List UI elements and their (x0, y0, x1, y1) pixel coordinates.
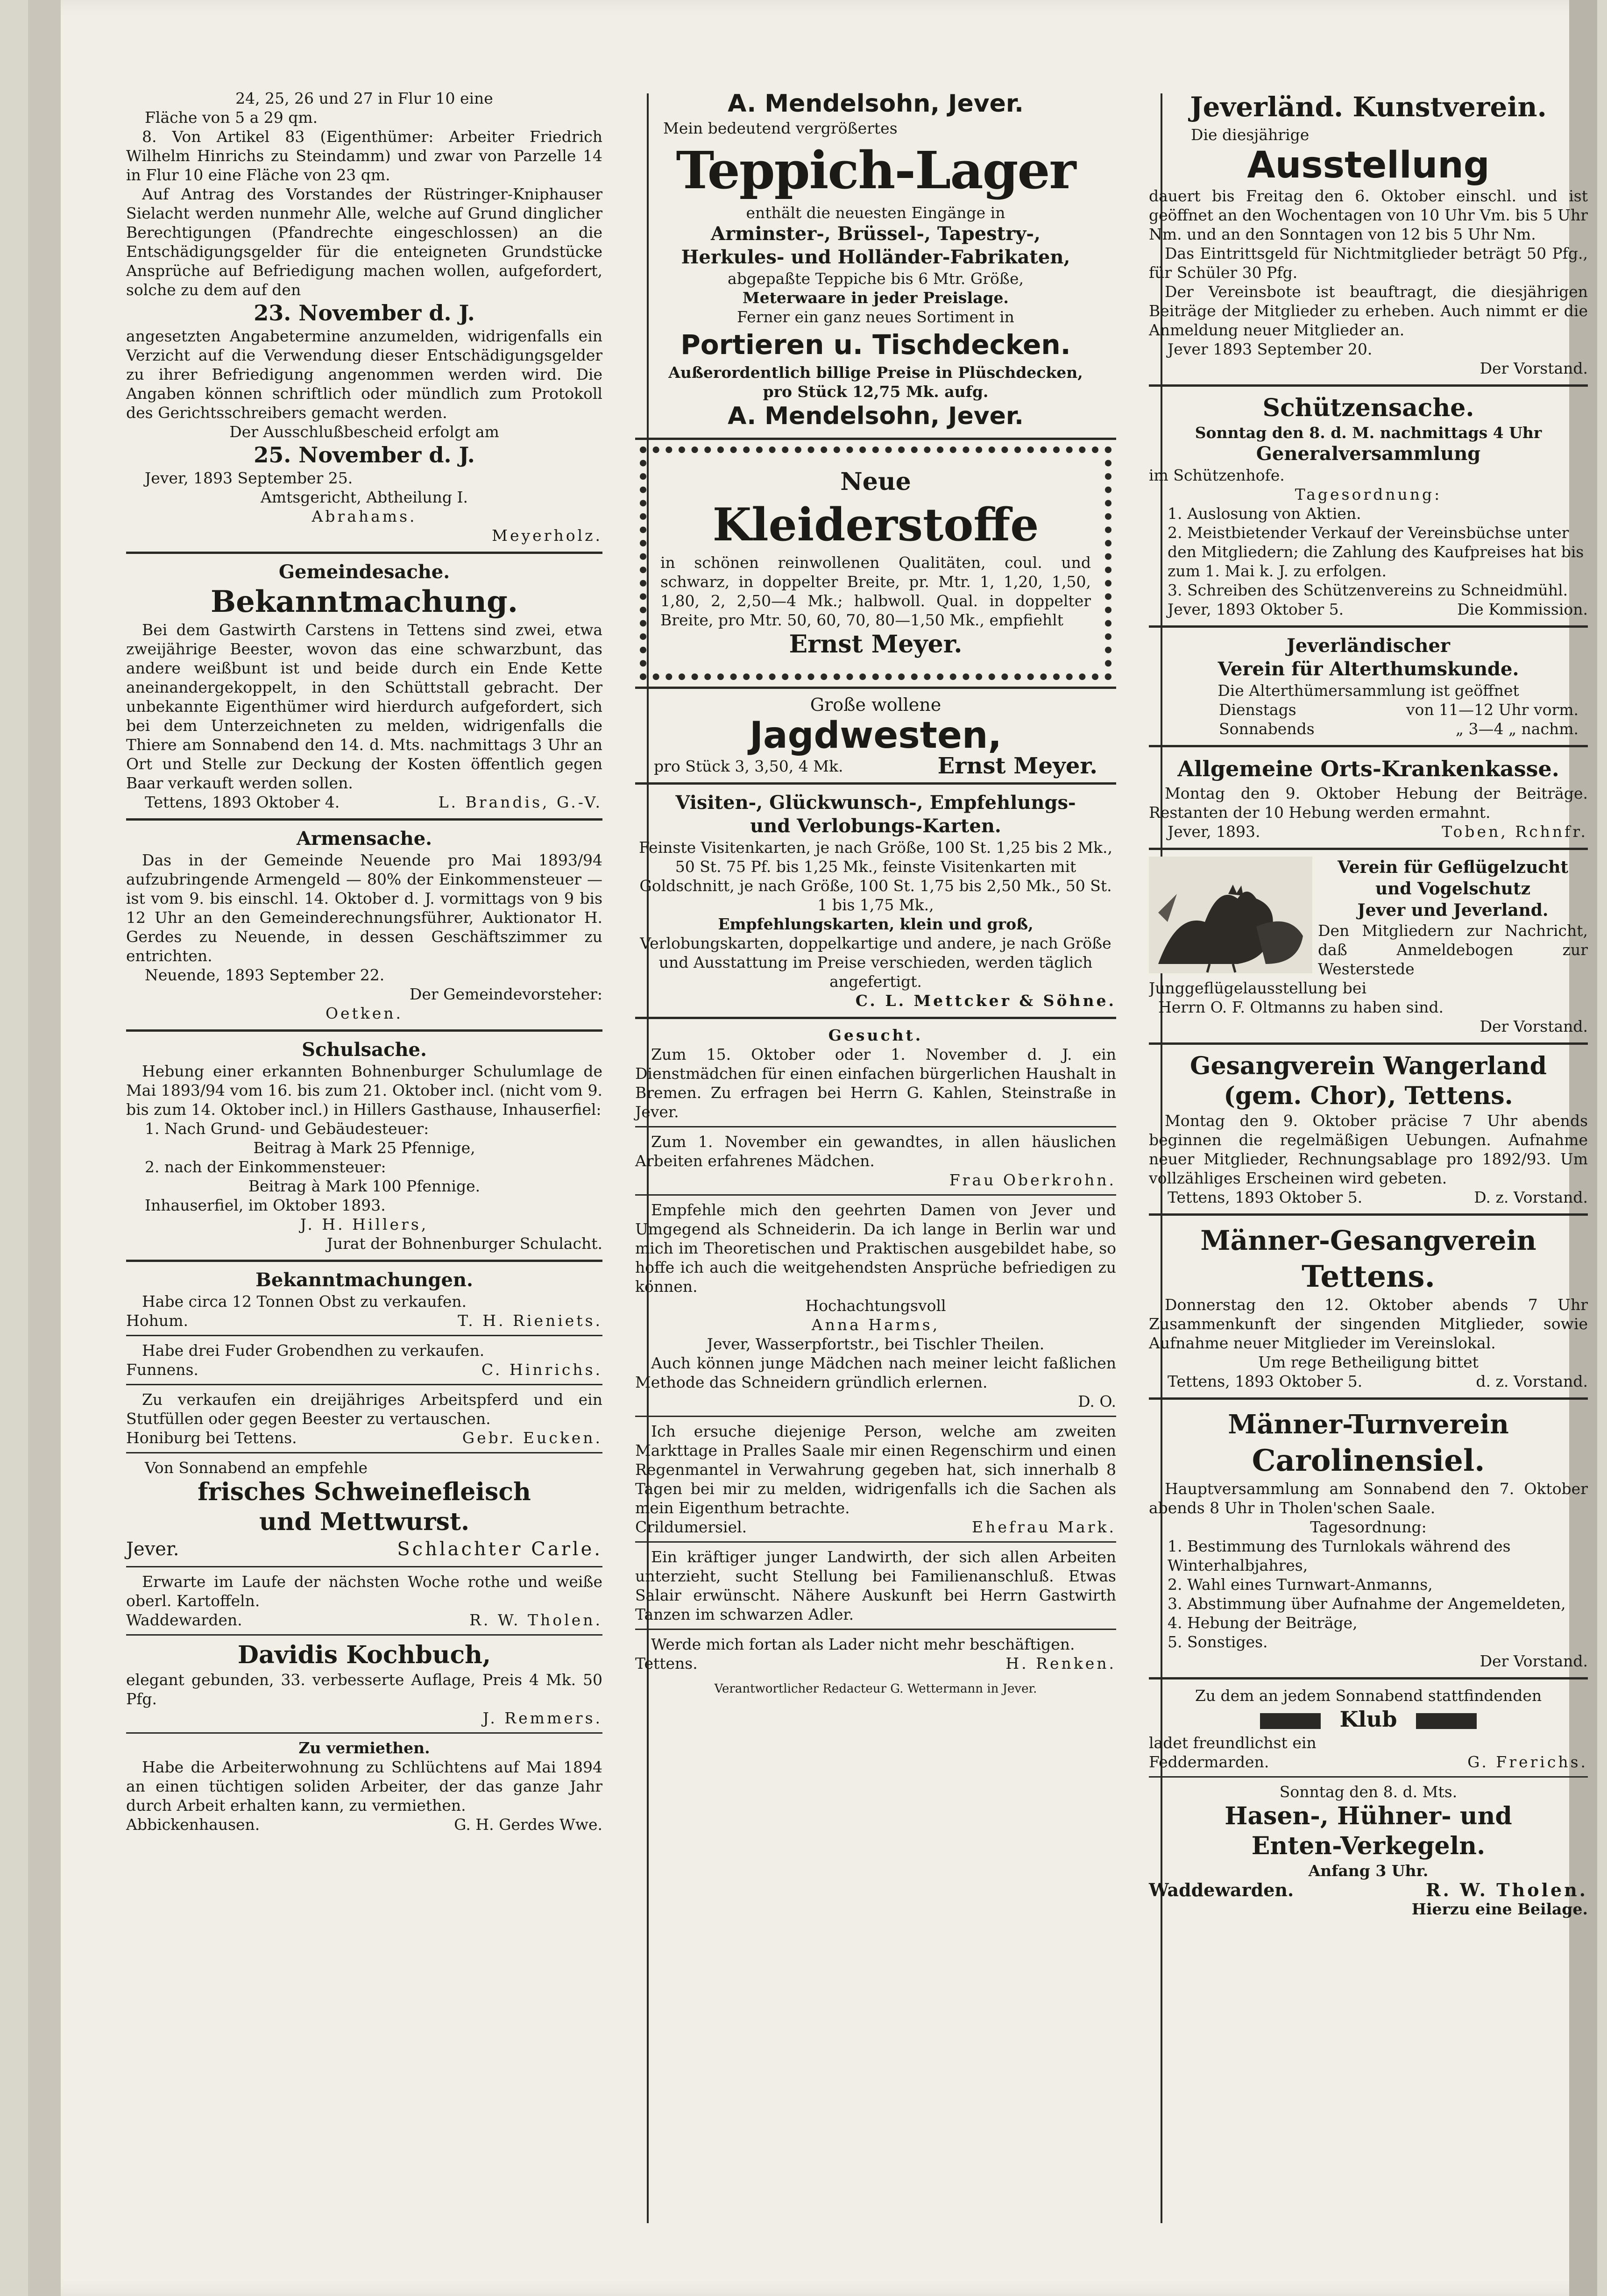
text-line: Die Alterthümersammlung ist geöffnet (1218, 681, 1519, 700)
signature-row (635, 1654, 1116, 1673)
signature: L. Brandis, G.-V. (438, 793, 602, 811)
signature-row (1149, 1752, 1588, 1772)
divider (1149, 1042, 1588, 1045)
text-line: Um rege Betheiligung bittet (1258, 1353, 1479, 1371)
list-item: 3. Abstimmung über Aufnahme der Angemeldeten, (1168, 1594, 1566, 1613)
text-line: Von Sonnabend an empfehle (145, 1459, 368, 1477)
divider (1149, 745, 1588, 747)
place-date: Tettens, 1893 Oktober 4. (145, 793, 340, 811)
paragraph: Erwarte im Laufe der nächsten Woche rothe und weiße oberl. Kartoffeln. (126, 1573, 602, 1610)
divider (1149, 1776, 1588, 1778)
signature: Schlachter Carle. (397, 1538, 602, 1560)
paragraph: angesetzten Angabetermine anzumelden, widrigenfalls ein Verzicht auf die Verwendung dieser Entschädigungsgelder zu ihrer Befriedigung angenommen werden wird. Die Angaben können schriftlich oder mündlich zum Protokoll des Gerichtsschreibers gemacht werden. (126, 327, 602, 422)
ad-headline: Kleiderstoffe (712, 498, 1039, 551)
signature: G. Frerichs. (1467, 1753, 1588, 1771)
divider (126, 1335, 602, 1336)
signature: G. H. Gerdes Wwe. (454, 1815, 602, 1834)
signature: Meyerholz. (492, 526, 602, 545)
signature-row (126, 1428, 602, 1447)
text-line: abgepaßte Teppiche bis 6 Mtr. Größe, (728, 269, 1024, 288)
divider (1149, 1677, 1588, 1679)
text-line: Außerordentlich billige Preise in Plüschdecken, (668, 363, 1083, 382)
weekday: Dienstags (1219, 701, 1296, 719)
paragraph: Hauptversammlung am Sonnabend den 7. Oktober abends 8 Uhr in Tholen'schen Saale. (1149, 1480, 1588, 1517)
date-heading: 23. November d. J. (254, 300, 475, 326)
place: Crildumersiel. (635, 1518, 747, 1536)
paragraph: Ein kräftiger junger Landwirth, der sich allen Arbeiten unterzieht, sucht Stellung bei Familienanschluß. Etwas Salair erwünscht. Nähere Auskunft bei Herrn Gastwirth Tanzen im schwarzen Adler. (635, 1548, 1116, 1623)
divider (126, 552, 602, 554)
text-line: 24, 25, 26 und 27 in Flur 10 eine (235, 89, 493, 107)
signature: Ehefrau Mark. (971, 1518, 1116, 1536)
signature-row (126, 1311, 602, 1330)
section-title: Bekanntmachungen. (255, 1269, 473, 1291)
divider (126, 1384, 602, 1385)
role: Jurat der Bohnenburger Schulacht. (326, 1234, 602, 1253)
ad-headline: Bekanntmachung. (210, 584, 518, 619)
place: Tettens. (635, 1654, 698, 1672)
ad-headline: (gem. Chor), Tettens. (1224, 1082, 1513, 1110)
weekday: Sonnabends (1219, 720, 1315, 738)
divider (126, 818, 602, 821)
text-line: Fläche von 5 a 29 qm. (145, 108, 318, 127)
firm-name: A. Mendelsohn, Jever. (728, 402, 1024, 430)
signature-row (126, 1610, 602, 1630)
divider (635, 1629, 1116, 1630)
signature: D. O. (1078, 1392, 1116, 1410)
place: Hohum. (126, 1311, 188, 1330)
divider (635, 1194, 1116, 1196)
paragraph: Donnerstag den 12. Oktober abends 7 Uhr Zusammenkunft der singenden Mitglieder, sowie Aufnahme neuer Mitglieder im Vereinslokal. (1149, 1296, 1588, 1352)
list-item: 5. Sonstiges. (1168, 1633, 1268, 1651)
pointing-hand-icon (1416, 1713, 1477, 1729)
text-line: Die diesjährige (1191, 126, 1310, 144)
pointing-hand-icon (1260, 1713, 1321, 1729)
signature: d. z. Vorstand. (1476, 1372, 1588, 1390)
divider (126, 1732, 602, 1734)
list-item: Beitrag à Mark 25 Pfennige, (253, 1139, 475, 1157)
list-item: 1. Bestimmung des Turnlokals während des Winterhalbjahres, (1168, 1537, 1511, 1574)
paragraph: in schönen reinwollenen Qualitäten, coul. und schwarz, in doppelter Breite, pr. Mtr. 1, 1,20, 1,50, 1,80, 2, 2,50—4 Mk.; halbwoll. Qual. in doppelter Breite, pro Mtr. 50, 60, 70, 80—1,50 Mk., empfiehlt (660, 553, 1091, 629)
list-item: 2. nach der Einkommensteuer: (145, 1158, 386, 1176)
column-right (1149, 89, 1588, 1919)
column-middle (635, 89, 1116, 1699)
text-line: im Schützenhofe. (1149, 466, 1285, 484)
divider (635, 1541, 1116, 1543)
divider (1149, 625, 1588, 628)
firm-name: A. Mendelsohn, Jever. (728, 90, 1024, 118)
signature: C. Hinrichs. (481, 1361, 602, 1379)
paragraph: Habe circa 12 Tonnen Obst zu verkaufen. (142, 1292, 467, 1311)
section-title: Zu vermiethen. (298, 1739, 430, 1757)
divider (1149, 384, 1588, 387)
signature-row (635, 1517, 1116, 1537)
paragraph: Das in der Gemeinde Neuende pro Mai 1893/94 aufzubringende Armengeld — 80% der Einkommensteuer — ist vom 9. bis einschl. 14. Oktober d. J. vormittags von 9 bis 12 Uhr an den Gemeinderechnungsführer, Auktionator H. Gerdes zu Neuende, in dessen Geschäftszimmer zu entrichten. (126, 851, 602, 965)
paragraph: Zu verkaufen ein dreijähriges Arbeitspferd und ein Stutfüllen oder gegen Beester zu vertauschen. (126, 1390, 602, 1428)
place-date: Tettens, 1893 Oktober 5. (1168, 1188, 1363, 1206)
divider (126, 1634, 602, 1636)
ad-headline: Männer-Turnverein (1228, 1409, 1509, 1440)
ad-headline: Männer-Gesangverein (1200, 1225, 1536, 1256)
signature-row (126, 793, 602, 812)
text-line: Mein bedeutend vergrößertes (663, 119, 898, 137)
text-line: Zu dem an jedem Sonnabend stattfindenden (1195, 1687, 1542, 1705)
list-item: 4. Hebung der Beiträge, (1168, 1614, 1358, 1632)
paragraph: 8. Von Artikel 83 (Eigenthümer: Arbeiter Friedrich Wilhelm Hinrichs zu Steindamm) und zwar von Parzelle 14 in Flur 10 eine Fläche von 23 qm. (126, 128, 602, 184)
paragraph: elegant gebunden, 33. verbesserte Auflage, Preis 4 Mk. 50 Pfg. (126, 1671, 602, 1708)
paragraph: Auf Antrag des Vorstandes der Rüstringer-Kniphauser Sielacht werden nunmehr Alle, welche auf Grund dinglicher Berechtigungen (Pfandrechte eingeschlossen) an die Entschädigungsgelder für die enteigneten Grundstücke Ansprüche auf Befriedigung machen wollen, aufgefordert, solche zu dem auf den (126, 185, 602, 299)
text-line: Tagesordnung: (1295, 485, 1442, 503)
divider (1149, 848, 1588, 850)
signature-row (126, 1537, 602, 1561)
ad-subheadline: Herkules- und Holländer-Fabrikaten, (681, 246, 1070, 268)
signature-row (126, 1815, 602, 1834)
place-date: Jever, 1893 September 25. (145, 469, 353, 487)
place: Waddewarden. (126, 1611, 242, 1629)
section-title: Schulsache. (302, 1039, 427, 1061)
text-line: Anfang 3 Uhr. (1308, 1862, 1429, 1880)
signature: Anna Harms, (811, 1316, 940, 1334)
text-line: ladet freundlichst ein (1149, 1734, 1317, 1752)
list-item: 1. Auslosung von Aktien. (1168, 504, 1361, 523)
place: Funnens. (126, 1361, 198, 1379)
place: Feddermarden. (1149, 1753, 1269, 1771)
divider (1149, 1397, 1588, 1400)
column-left (126, 89, 602, 1834)
list-item: 3. Schreiben des Schützenvereins zu Schneidmühl. (1168, 581, 1568, 599)
ad-headline: und Verlobungs-Karten. (750, 815, 1001, 837)
text-line: Meterwaare in jeder Preislage. (743, 289, 1009, 307)
place: Abbickenhausen. (126, 1815, 260, 1834)
list-item: 1. Nach Grund- und Gebäudesteuer: (145, 1120, 429, 1138)
paragraph: Habe die Arbeiterwohnung zu Schlüchtens auf Mai 1894 an einen tüchtigen soliden Arbeiter, der das ganze Jahr durch Arbeit erhalten kann, zu vermiethen. (126, 1758, 602, 1814)
ad-headline: frisches Schweinefleisch (198, 1478, 531, 1506)
paragraph: Hebung einer erkannten Bohnenburger Schulumlage de Mai 1893/94 vom 16. bis zum 21. Oktober incl. (nicht vom 9. bis zum 14. Oktober incl.) in Hillers Gasthause, Inhauserfiel: (126, 1062, 602, 1119)
ad-subheadline: Neue (840, 468, 911, 496)
divider (126, 1566, 602, 1567)
signature: T. H. Rieniets. (458, 1311, 602, 1330)
klub-line (1149, 1705, 1588, 1733)
text-line: Tagesordnung: (1310, 1518, 1427, 1536)
signature-row (1149, 600, 1588, 619)
hours: „ 3—4 „ nachm. (1455, 720, 1579, 738)
place: Waddewarden. (1149, 1879, 1294, 1900)
divider (1149, 1213, 1588, 1216)
ad-headline: und Mettwurst. (259, 1508, 470, 1536)
ad-headline: Allgemeine Orts-Krankenkasse. (1177, 756, 1559, 781)
place-date: Jever, 1893. (1168, 822, 1260, 841)
firm-name: Ernst Meyer. (937, 753, 1097, 779)
ad-headline: Tettens. (1302, 1259, 1435, 1294)
section-title: Gesucht. (828, 1026, 923, 1044)
paragraph: Feinste Visitenkarten, je nach Größe, 100 St. 1,25 bis 2 Mk., 50 St. 75 Pf. bis 1,25 Mk., feinste Visitenkarten mit Goldschnitt, je nach Größe, 100 St. 1,75 bis 2,50 Mk., 50 St. 1 bis 1,75 Mk., (638, 838, 1113, 914)
section-title: Armensache. (296, 828, 432, 850)
text-line: enthält die neuesten Eingänge in (746, 204, 1005, 222)
ad-headline: Jever und Jeverland. (1357, 900, 1549, 920)
paragraph: Bei dem Gastwirth Carstens in Tettens sind zwei, etwa zweijährige Beester, wovon das eine schwarzbunt, das andere weißbunt ist und beide durch ein Ende Kette aneinandergekoppelt, in den Schüttstall gebracht. Der unbekannte Eigenthümer wird hierdurch aufgefordert, sich bei dem Unterzeichneten zu melden, widrigenfalls die Thiere am Sonnabend den 14. d. Mts. nachmittags 3 Uhr an Ort und Stelle zur Deckung der Kosten öffentlich gegen Baar verkauft werden sollen. (126, 621, 602, 792)
ad-headline: Carolinensiel. (1252, 1443, 1485, 1478)
place-date: Jever 1893 September 20. (1168, 340, 1373, 358)
signature-row (1149, 1188, 1588, 1207)
paragraph: Das Eintrittsgeld für Nichtmitglieder beträgt 50 Pfg., für Schüler 30 Pfg. (1149, 244, 1588, 282)
text-line: Hochachtungsvoll (805, 1297, 946, 1315)
paragraph: Verlobungskarten, doppelkartige und andere, je nach Größe und Ausstattung im Preise verschieden, werden täglich angefertigt. (640, 934, 1111, 991)
divider (635, 1017, 1116, 1019)
text-line: pro Stück 12,75 Mk. aufg. (763, 383, 989, 401)
place: Honiburg bei Tettens. (126, 1429, 297, 1447)
date-heading: 25. November d. J. (254, 442, 475, 468)
hours-row (1149, 719, 1588, 738)
ad-headline: Jeverländischer (1287, 635, 1450, 657)
paragraph: Der Vereinsbote ist beauftragt, die diesjährigen Beiträge der Mitglieder zu erheben. Auch nimmt er die Anmeldung neuer Mitglieder an. (1149, 283, 1588, 339)
ad-headline: Schützensache. (1262, 394, 1474, 422)
signature: J. Remmers. (482, 1709, 602, 1727)
divider (635, 687, 1116, 689)
signature: Gebr. Eucken. (462, 1429, 602, 1447)
signature: R. W. Tholen. (469, 1611, 602, 1629)
price: pro Stück 3, 3,50, 4 Mk. (654, 757, 843, 775)
text-line: Empfehlungskarten, klein und groß, (718, 915, 1034, 933)
signature: H. Renken. (1005, 1654, 1116, 1672)
paragraph: Zum 15. Oktober oder 1. November d. J. ein Dienstmädchen für einen einfachen bürgerlichen Haushalt in Bremen. Zu erfragen bei Herrn G. Kahlen, Steinstraße in Jever. (635, 1045, 1116, 1121)
place-date: Neuende, 1893 September 22. (145, 966, 385, 984)
paragraph: Montag den 9. Oktober präcise 7 Uhr abends beginnen die regelmäßigen Uebungen. Aufnahme neuer Mitglieder, Rechnungsablage pro 1892/93. Um vollzähliges Erscheinen wird gebeten. (1149, 1112, 1588, 1187)
ad-headline: Ausstellung (1247, 144, 1490, 186)
text-line: Ferner ein ganz neues Sortiment in (737, 308, 1014, 326)
divider (635, 1416, 1116, 1417)
signature-row (1149, 1372, 1588, 1391)
paragraph: Zum 1. November ein gewandtes, in allen häuslichen Arbeiten erfahrenes Mädchen. (635, 1133, 1116, 1170)
klub-label: Klub (1339, 1707, 1397, 1732)
signature: J. H. Hillers, (300, 1215, 429, 1233)
signature: D. z. Vorstand. (1474, 1188, 1588, 1206)
paragraph: Habe drei Fuder Grobendhen zu verkaufen. (142, 1341, 485, 1360)
firm-name: Ernst Meyer. (789, 630, 963, 659)
ornamental-frame (640, 446, 1111, 680)
rooster-illustration (1149, 857, 1312, 973)
hours: von 11—12 Uhr vorm. (1406, 701, 1579, 719)
signature-row (126, 1360, 602, 1379)
hours-row (1149, 700, 1588, 719)
page-binding (28, 0, 61, 2296)
signature: Der Vorstand. (1480, 1652, 1588, 1670)
ad-headline: Gesangverein Wangerland (1190, 1052, 1547, 1080)
ad-subheadline: Arminster-, Brüssel-, Tapestry-, (711, 223, 1041, 245)
signature: R. W. Tholen. (1426, 1879, 1588, 1900)
divider (635, 438, 1116, 440)
list-item: 2. Meistbietender Verkauf der Vereinsbüchse unter den Mitgliedern; die Zahlung des Kaufpreises hat bis zum 1. Mai k. J. zu erfolgen. (1168, 524, 1584, 580)
paragraph: dauert bis Freitag den 6. Oktober einschl. und ist geöffnet an den Wochentagen von 10 Uhr Vm. bis 5 Uhr Nm. und an den Sonntagen von 12 bis 5 Uhr Nm. (1149, 187, 1588, 243)
signature: Die Kommission. (1457, 600, 1588, 618)
signature: Abrahams. (311, 507, 417, 525)
place-date: Jever, 1893 Oktober 5. (1168, 600, 1344, 618)
poultry-ad (1149, 857, 1588, 998)
divider (126, 1029, 602, 1032)
signature-row (1149, 822, 1588, 841)
text-line: Große wollene (810, 694, 942, 715)
address: Jever, Wasserpfortstr., bei Tischler Theilen. (707, 1335, 1045, 1353)
signature: Der Vorstand. (1480, 359, 1588, 377)
ad-headline: Hasen-, Hühner- und (1225, 1802, 1512, 1830)
paragraph: Ich ersuche diejenige Person, welche am zweiten Markttage in Pralles Saale mir einen Regenschirm und einen Regenmantel in Verwahrung gegeben hat, sich innerhalb 8 Tagen bei mir zu melden, widrigenfalls ich die Sachen als mein Eigenthum betrachte. (635, 1422, 1116, 1517)
ad-headline: Verein für Alterthumskunde. (1218, 658, 1519, 680)
ad-headline: Enten-Verkegeln. (1251, 1832, 1486, 1860)
signature: Der Vorstand. (1480, 1017, 1588, 1035)
text-line: Herrn O. F. Oltmanns zu haben sind. (1158, 998, 1444, 1016)
imprint: Verantwortlicher Redacteur G. Wettermann in Jever. (714, 1682, 1037, 1696)
paragraph: Den Mitgliedern zur Nachricht, daß Anmeldebogen zur Westerstede Junggeflügelausstellung bei (1149, 921, 1588, 997)
court-name: Amtsgericht, Abtheilung I. (260, 488, 468, 506)
ad-subheadline: Generalversammlung (1256, 443, 1481, 465)
price-row (635, 753, 1116, 779)
ad-headline: Portieren u. Tischdecken. (680, 329, 1071, 361)
signature: Frau Oberkrohn. (949, 1171, 1116, 1189)
list-item: Beitrag à Mark 100 Pfennige. (248, 1177, 481, 1195)
divider (635, 782, 1116, 785)
section-title: Gemeindesache. (278, 561, 450, 583)
signature: Oetken. (325, 1004, 404, 1022)
role: Der Gemeindevorsteher: (409, 985, 602, 1003)
ad-headline: Verein für Geflügelzucht (1337, 857, 1569, 877)
signature: Toben, Rchnfr. (1442, 822, 1588, 841)
place-date: Tettens, 1893 Oktober 5. (1168, 1372, 1363, 1390)
divider (635, 1126, 1116, 1127)
text-line: Der Ausschlußbescheid erfolgt am (229, 423, 499, 441)
paragraph: Auch können junge Mädchen nach meiner leicht faßlichen Methode das Schneidern gründlich erlernen. (635, 1354, 1116, 1391)
ad-headline: Davidis Kochbuch, (237, 1641, 491, 1669)
divider (126, 1452, 602, 1453)
place-date: Inhauserfiel, im Oktober 1893. (145, 1196, 386, 1214)
divider (126, 1260, 602, 1262)
paragraph: Werde mich fortan als Lader nicht mehr beschäftigen. (651, 1635, 1075, 1653)
ad-headline: Teppich-Lager (676, 140, 1076, 200)
ad-headline: und Vogelschutz (1375, 879, 1531, 899)
ad-headline: Jagdwesten, (749, 715, 1002, 757)
list-item: 2. Wahl eines Turnwart-Anmanns, (1168, 1575, 1433, 1594)
paragraph: Montag den 9. Oktober Hebung der Beiträge. Restanten der 10 Hebung werden ermahnt. (1149, 784, 1588, 822)
ad-headline: Visiten-, Glückwunsch-, Empfehlungs- (675, 792, 1076, 814)
place: Jever. (126, 1538, 179, 1560)
text-line: Sonntag den 8. d. M. nachmittags 4 Uhr (1195, 424, 1542, 442)
signature: C. L. Mettcker & Söhne. (855, 992, 1116, 1010)
supplement-note: Hierzu eine Beilage. (1411, 1900, 1588, 1918)
ad-headline: Jeverländ. Kunstverein. (1190, 91, 1547, 123)
signature-row (1149, 1880, 1588, 1899)
text-line: Sonntag den 8. d. Mts. (1279, 1783, 1458, 1801)
paragraph: Empfehle mich den geehrten Damen von Jever und Umgegend als Schneiderin. Da ich lange in Berlin war und mich im Theoretischen und Praktischen ausgebildet habe, so hoffe ich auch die weitgehendsten Ansprüche befriedigen zu können. (635, 1201, 1116, 1296)
